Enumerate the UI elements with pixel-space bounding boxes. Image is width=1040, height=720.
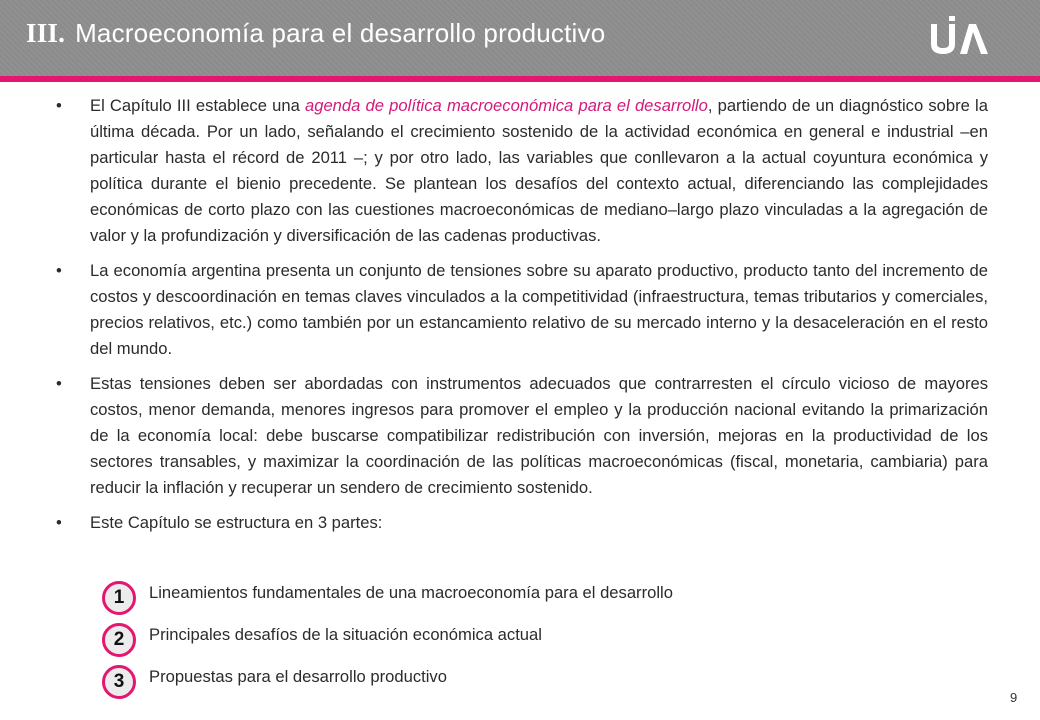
part-label: Lineamientos fundamentales de una macroeconomía para el desarrollo (149, 583, 673, 602)
bullet-item-structure: • Este Capítulo se estructura en 3 partes: (56, 510, 988, 536)
part-number-badge: 2 (102, 623, 136, 657)
bullet-item-overview: • El Capítulo III establece una agenda de política macroeconómica para el desarrollo, partiendo de un diagnóstico sobre la última década. Por un lado, señalando el crecimiento sostenido de la actividad económica en general e industrial –en particular hasta el récord de 2011 –; y por otro lado, las variables que conllevaron a la actual coyuntura económica y política durante el bienio precedente. Se plantean los desafíos del contexto actual, diferenciando las complejidades económicas de corto plazo con las cuestiones macroeconómicas de mediano–largo plazo vinculadas a la agregación de valor y la profundización y diversificación de las cadenas productivas. (56, 93, 988, 249)
bullet-item-tensions: • La economía argentina presenta un conjunto de tensiones sobre su aparato productivo, producto tanto del incremento de costos y descoordinación en temas claves vinculados a la competitividad (infraestructura, temas tributarios y comerciales, precios relativos, etc.) como también por un estancamiento relativo de su mercado interno y la desaceleración en el resto del mundo. (56, 258, 988, 362)
header-accent-rule (0, 76, 1040, 82)
bullet-item-instruments: • Estas tensiones deben ser abordadas con instrumentos adecuados que contrarresten el círculo vicioso de mayores costos, menor demanda, menores ingresos para promover el empleo y la producción nacional evitando la primarización de la economía local: debe buscarse compatibilizar redistribución con inversión, mejoras en la productividad de los sectores transables, y maximizar la coordinación de las políticas macroeconómicas (fiscal, monetaria, cambiaria) para reducir la inflación y recuperar un sendero de crecimiento sostenido. (56, 371, 988, 501)
chapter-title: Macroeconomía para el desarrollo productivo (75, 18, 606, 48)
chapter-numeral: III. (26, 18, 66, 48)
emphasized-phrase: agenda de política macroeconómica para el desarrollo (305, 96, 708, 115)
part-number-badge: 3 (102, 665, 136, 699)
part-label: Propuestas para el desarrollo productivo (149, 667, 447, 686)
page-title (26, 18, 605, 49)
title-bar (0, 0, 1040, 76)
bullet-list (56, 93, 988, 545)
page-number: 9 (1010, 690, 1018, 705)
part-number-badge: 1 (102, 581, 136, 615)
part-label: Principales desafíos de la situación económica actual (149, 625, 542, 644)
uia-logo-icon (928, 14, 994, 56)
